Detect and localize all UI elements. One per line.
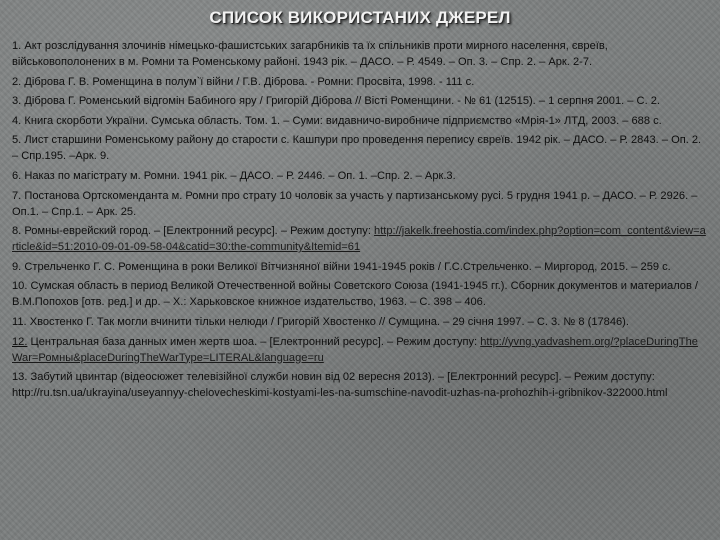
list-item: [12, 93, 708, 109]
reference-number: 6.: [12, 169, 22, 182]
list-item: [12, 74, 708, 90]
reference-text: Діброва Г. Роменський відгомін Бабиного яру / Григорій Діброва // Вісті Роменщини. - № 61 (12515). – 1 серпня 2001. – С. 2.: [24, 95, 660, 108]
reference-text: Ромны-еврейский город. – [Електронний ресурс]. – Режим доступу:: [24, 225, 371, 238]
reference-text: Хвостенко Г. Так могли вчинити тільки нелюди / Григорій Хвостенко // Сумщина. – 29 січня 1997. – С. 3. № 8 (17846).: [29, 315, 629, 328]
list-item: [12, 278, 708, 310]
reference-link[interactable]: http://yvng.yadvashem.org/?placeDuringTheWar=Ромны&placeDuringTheWarType=LITERAL&language=ru: [12, 335, 698, 364]
reference-text: Сумская область в период Великой Отечественной войны Советского Союза (1941-1945 гг.). Сборник документов и материалов / В.М.Попохов [отв. ред.] и др. – Х.: Харьковское книжное издательство, 1963. – С. 398 – 406.: [12, 280, 699, 309]
reference-text: Лист старшини Роменському району до старости с. Кашпури про проведення перепису євреїв. 1942 рік. – ДАСО. – Р. 2843. – Оп. 2. – Спр.195. –Арк. 9.: [12, 134, 702, 163]
reference-number: 4.: [12, 114, 22, 127]
list-item: [12, 259, 708, 275]
reference-link[interactable]: http://jakelk.freehostia.com/index.php?option=com_content&view=article&id=51:2010-09-01-09-58-04&catid=30:the-community&Itemid=61: [12, 225, 706, 254]
list-item: [12, 314, 708, 330]
reference-number: 11.: [12, 315, 27, 328]
reference-text: Наказ по магістрату м. Ромни. 1941 рік. – ДАСО. – Р. 2446. – Оп. 1. –Спр. 2. – Арк.3.: [24, 169, 456, 182]
reference-number: 9.: [12, 260, 22, 273]
reference-list: [12, 38, 708, 401]
list-item: [12, 168, 708, 184]
reference-number: 10.: [12, 280, 28, 293]
page-title: СПИСОК ВИКОРИСТАНИХ ДЖЕРЕЛ: [209, 8, 511, 27]
list-item: [12, 334, 708, 366]
reference-text: Центральная база данных имен жертв шоа. – [Електронний ресурс]. – Режим доступу:: [30, 335, 478, 348]
reference-number: 12.: [12, 335, 28, 348]
list-item: [12, 188, 708, 220]
reference-number: 7.: [12, 189, 22, 202]
list-item: [12, 38, 708, 70]
reference-number: 8.: [12, 225, 22, 238]
reference-text: Стрельченко Г. С. Роменщина в роки Великої Вітчизняної війни 1941-1945 років / Г.С.Стрельченко. – Миргород, 2015. – 259 с.: [24, 260, 671, 273]
reference-text: Акт розслідування злочинів німецько-фашистських загарбників та їх спільників проти мирного населення, євреїв, військовополонених в м. Ромни та Роменському районі. 1943 рік. – ДАСО. – Р. 4549. – Оп. 3. – Спр. 2. – Арк. 2-7.: [12, 40, 608, 68]
list-item: [12, 369, 708, 401]
reference-number: 13.: [12, 371, 28, 384]
reference-text: Постанова Ортскоменданта м. Ромни про страту 10 чоловік за участь у партизанському русі. 5 грудня 1941 р. – ДАСО. – Р. 2926. – Оп.1. – Спр.1. – Арк. 25.: [12, 189, 698, 218]
reference-number: 2.: [12, 75, 22, 88]
reference-number: 5.: [12, 134, 22, 147]
reference-text: Діброва Г. В. Роменщина в полум`ї війни / Г.В. Діброва. - Ромни: Просвіта, 1998. - 111 с.: [24, 75, 475, 88]
list-item: [12, 132, 708, 164]
reference-number: 3.: [12, 95, 22, 108]
reference-text: Забутий цвинтар (відеосюжет телевізійної служби новин від 02 вересня 2013). – [Електронний ресурс]. – Режим доступу: http://ru.tsn.ua/ukrayina/useyannyy-chelovecheskimi-kostyami-les-na-sumschine-navodit-uzhas-na-prohozhih-i-gribnikov-322000.html: [12, 371, 668, 400]
reference-text: Книга скорботи України. Сумська область. Том. 1. – Суми: видавничо-виробниче підприємство «Мрія-1» ЛТД, 2003. – 688 с.: [24, 114, 662, 127]
list-item: [12, 113, 708, 129]
list-item: [12, 223, 708, 255]
reference-number: 1.: [12, 40, 22, 52]
